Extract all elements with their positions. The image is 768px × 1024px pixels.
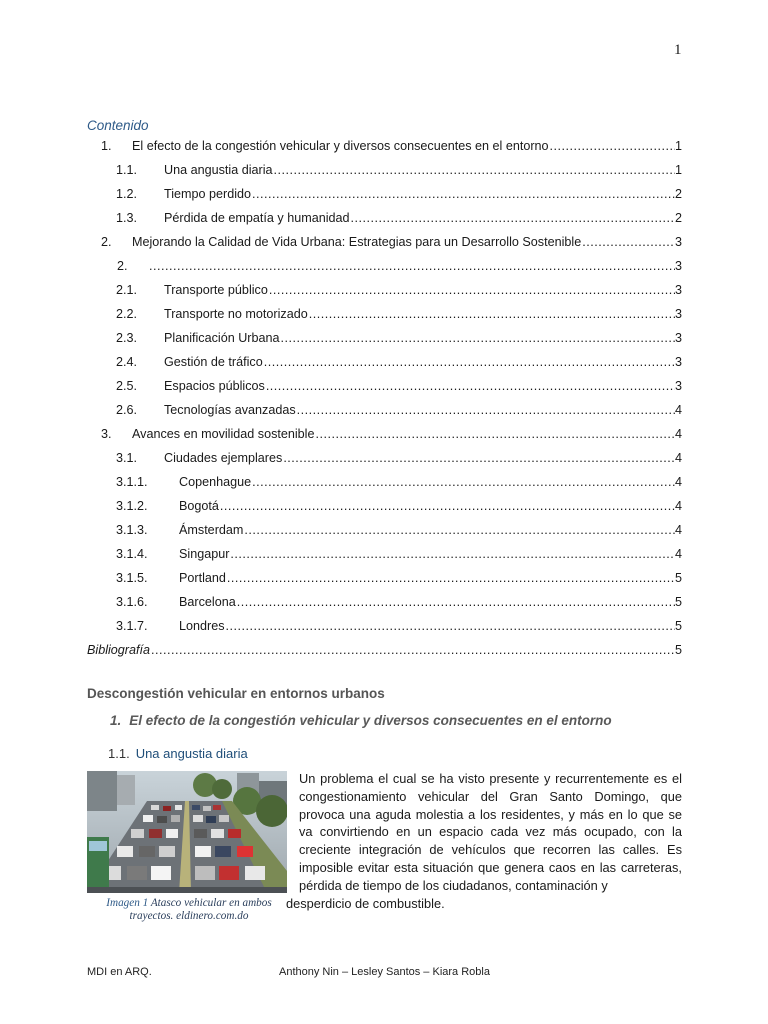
toc-entry-title: Barcelona: [179, 595, 236, 609]
toc-entry-page: 4: [674, 475, 682, 489]
toc-entry-title: Ciudades ejemplares: [164, 451, 283, 465]
toc-entry-page: 3: [674, 307, 682, 321]
toc-leader-dots: [230, 546, 675, 562]
toc-leader-dots: [274, 162, 675, 178]
toc-entry[interactable]: [0, 590, 768, 610]
toc-entry-number: 3.1.5.: [116, 571, 148, 585]
toc-entry-title: Tiempo perdido: [164, 187, 252, 201]
toc-entry-number: 3.1.4.: [116, 547, 148, 561]
toc-entry[interactable]: [0, 326, 768, 346]
toc-leader-dots: [226, 618, 675, 634]
toc-entry-page: 5: [674, 571, 682, 585]
toc-leader-dots: [252, 474, 675, 490]
toc-entry-title: Bogotá: [179, 499, 219, 513]
toc-entry-title: Ámsterdam: [179, 523, 244, 537]
toc-entry-number: 3.1.6.: [116, 595, 148, 609]
section-heading-1-1: [108, 746, 248, 761]
toc-entry-page: 4: [674, 547, 682, 561]
toc-leader-dots: [151, 642, 675, 658]
toc-entry-page: 3: [674, 259, 682, 273]
toc-entry[interactable]: [0, 278, 768, 298]
toc-leader-dots: [269, 282, 675, 298]
toc-entry-number: 1.3.: [116, 211, 138, 225]
toc-entry[interactable]: [0, 374, 768, 394]
toc-leader-dots: [582, 234, 675, 250]
toc-entry-title: Pérdida de empatía y humanidad: [164, 211, 350, 225]
toc-entry[interactable]: [0, 470, 768, 490]
toc-leader-dots: [227, 570, 675, 586]
toc-entry-page: 4: [674, 451, 682, 465]
toc-leader-dots: [252, 186, 675, 202]
toc-entry-number: 2.5.: [116, 379, 138, 393]
toc-entry[interactable]: [0, 230, 768, 250]
toc-leader-dots: [550, 138, 675, 154]
toc-entry-page: 5: [674, 619, 682, 633]
toc-leader-dots: [237, 594, 675, 610]
figure-caption-text: Atasco vehicular en ambos trayectos. eldinero.com.do: [129, 897, 272, 922]
toc-entry-title: Gestión de tráfico: [164, 355, 263, 369]
section-number: 1.: [110, 713, 122, 728]
toc-entry-number: 3.1.7.: [116, 619, 148, 633]
toc-leader-dots: [281, 330, 675, 346]
toc-entry[interactable]: [0, 350, 768, 370]
toc-leader-dots: [309, 306, 675, 322]
body-paragraph: [286, 770, 682, 912]
toc-entry-title: Planificación Urbana: [164, 331, 280, 345]
toc-entry[interactable]: [0, 134, 768, 154]
figure-label: Imagen 1: [106, 897, 149, 909]
toc-entry-page: 5: [674, 643, 682, 657]
toc-entry-page: 3: [674, 331, 682, 345]
toc-entry-number: 3.1.2.: [116, 499, 148, 513]
footer-authors: Anthony Nin – Lesley Santos – Kiara Robla: [279, 966, 490, 978]
toc-entry-number: 2.6.: [116, 403, 138, 417]
toc-entry-title: Mejorando la Calidad de Vida Urbana: Estrategias para un Desarrollo Sostenible: [132, 235, 582, 249]
footer-left: MDI en ARQ.: [87, 966, 152, 978]
toc-entry-page: 1: [674, 139, 682, 153]
paragraph-text: Un problema el cual se ha visto presente y recurrentemente es el congestionamiento vehicular del Gran Santo Domingo, que provoca una aguda molestia a los residentes, y más en lo que se va convirtiendo en un espacio cada vez más ocupado, con la creciente integración de vehículos que recorren las calles. Es imposible evitar esta situación que genera caos en las carreteras, pérdida de tiempo de los ciudadanos, contaminación y: [299, 771, 682, 893]
toc-entry[interactable]: [0, 398, 768, 418]
toc-entry-page: 2: [674, 187, 682, 201]
toc-heading: Contenido: [87, 118, 149, 133]
toc-entry-page: 4: [674, 403, 682, 417]
toc-entry-page: 3: [674, 355, 682, 369]
toc-entry[interactable]: [0, 206, 768, 226]
toc-entry-number: 3.1.3.: [116, 523, 148, 537]
toc-entry-title: El efecto de la congestión vehicular y diversos consecuentes en el entorno: [132, 139, 549, 153]
toc-entry-number: 3.1.: [116, 451, 138, 465]
toc-entry-number: 3.: [101, 427, 112, 441]
toc-entry-number: 2.: [101, 235, 112, 249]
toc-entry-page: 5: [674, 595, 682, 609]
toc-entry-number: 2.4.: [116, 355, 138, 369]
toc-entry-page: 4: [674, 427, 682, 441]
subsection-title: Una angustia diaria: [135, 746, 248, 761]
toc-entry[interactable]: [0, 542, 768, 562]
toc-entry-page: 3: [674, 379, 682, 393]
toc-entry[interactable]: [0, 638, 768, 658]
toc-entry[interactable]: [0, 182, 768, 202]
toc-leader-dots: [220, 498, 675, 514]
toc-entry[interactable]: [0, 494, 768, 514]
toc-entry[interactable]: [0, 446, 768, 466]
toc-entry[interactable]: [0, 254, 768, 274]
toc-entry-number: 2.3.: [116, 331, 138, 345]
toc-entry-title: Transporte no motorizado: [164, 307, 308, 321]
toc-entry-title: Portland: [179, 571, 226, 585]
toc-entry-title: Avances en movilidad sostenible: [132, 427, 315, 441]
toc-entry-page: 2: [674, 211, 682, 225]
toc-entry-page: 4: [674, 499, 682, 513]
toc-entry[interactable]: [0, 302, 768, 322]
toc-entry-page: 1: [674, 163, 682, 177]
toc-leader-dots: [316, 426, 675, 442]
toc-entry[interactable]: [0, 422, 768, 442]
toc-entry-title: Espacios públicos: [164, 379, 265, 393]
page-number: 1: [674, 42, 682, 58]
toc-entry-page: 3: [674, 235, 682, 249]
toc-leader-dots: [351, 210, 675, 226]
traffic-jam-photo: [87, 771, 287, 893]
toc-leader-dots: [283, 450, 675, 466]
toc-entry[interactable]: [0, 518, 768, 538]
toc-entry-number: 1.2.: [116, 187, 138, 201]
toc-entry[interactable]: [0, 566, 768, 586]
toc-leader-dots: [297, 402, 675, 418]
toc-leader-dots: [244, 522, 675, 538]
toc-leader-dots: [149, 258, 675, 274]
toc-entry-title: Tecnologías avanzadas: [164, 403, 296, 417]
toc-leader-dots: [264, 354, 675, 370]
toc-entry-number: 2.1.: [116, 283, 138, 297]
document-title: Descongestión vehicular en entornos urbanos: [87, 686, 385, 701]
subsection-number: 1.1.: [108, 746, 130, 761]
toc-entry-page: 4: [674, 523, 682, 537]
toc-entry-number: 1.: [101, 139, 112, 153]
toc-entry-title: Bibliografía: [87, 643, 151, 657]
section-title: El efecto de la congestión vehicular y diversos consecuentes en el entorno: [129, 713, 612, 728]
section-heading-1: [110, 713, 612, 728]
toc-entry-number: 3.1.1.: [116, 475, 148, 489]
toc-entry[interactable]: [0, 158, 768, 178]
toc-entry-number: 2.: [117, 259, 128, 273]
toc-entry-title: Transporte público: [164, 283, 268, 297]
toc-entry-number: 1.1.: [116, 163, 138, 177]
figure-caption: [87, 897, 291, 923]
toc-entry-title: Londres: [179, 619, 225, 633]
toc-entry-title: Singapur: [179, 547, 230, 561]
paragraph-last-line: desperdicio de combustible.: [286, 895, 445, 911]
toc-entry-title: Copenhague: [179, 475, 252, 489]
toc-entry-title: Una angustia diaria: [164, 163, 273, 177]
toc-entry-page: 3: [674, 283, 682, 297]
toc-entry[interactable]: [0, 614, 768, 634]
toc-leader-dots: [266, 378, 675, 394]
toc-entry-number: 2.2.: [116, 307, 138, 321]
